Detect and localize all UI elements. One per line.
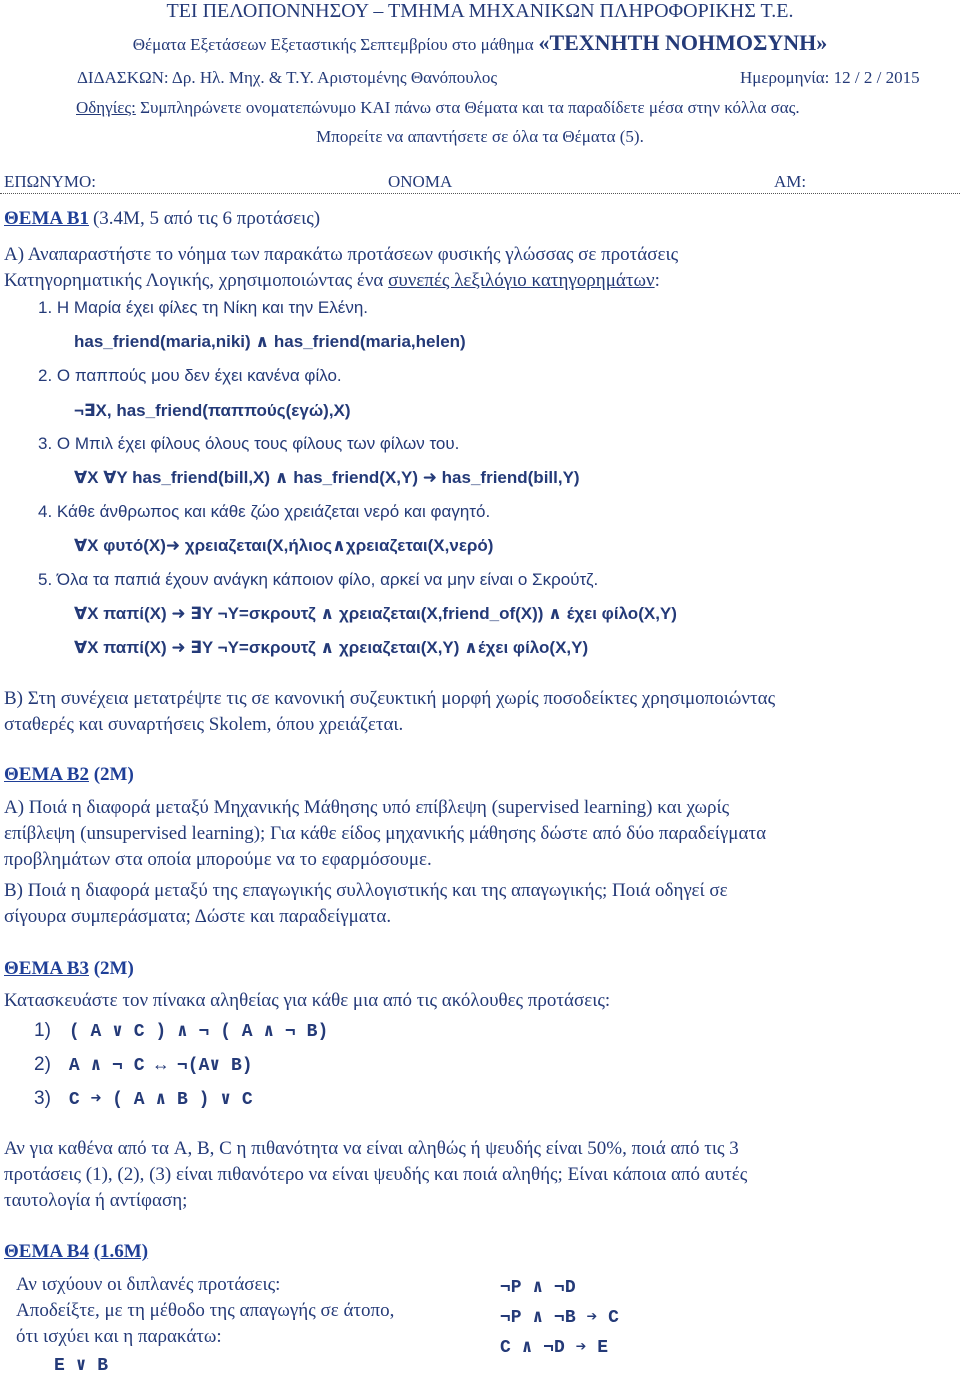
b1-item-3 bbox=[38, 434, 459, 454]
am-label: ΑΜ: bbox=[774, 172, 807, 191]
b3-prop-1-number: 1) bbox=[34, 1020, 51, 1041]
b4-line1: Αν ισχύουν οι διπλανές προτάσεις: bbox=[16, 1274, 281, 1295]
name-label: ΟΝΟΜΑ bbox=[388, 172, 453, 191]
b1-item-5 bbox=[38, 570, 598, 590]
surname-label: ΕΠΩΝΥΜΟ: bbox=[4, 172, 96, 191]
exam-line bbox=[0, 30, 960, 56]
b3-prop-2-expr: A ∧ ¬ C ↔ ¬(A∨ B) bbox=[68, 1056, 253, 1076]
instructions-text: Συμπληρώνετε ονοματεπώνυμο ΚΑΙ πάνω στα Θέματα και τα παραδίδετε μέσα στην κόλλα σας. bbox=[140, 98, 800, 117]
b3-prop-1 bbox=[34, 1020, 328, 1042]
b2-b-line1: Β) Ποιά η διαφορά μεταξύ της επαγωγικής συλλογιστικής και της απαγωγικής; Ποιά οδηγεί σε bbox=[4, 880, 728, 901]
b3-prop-3 bbox=[34, 1088, 253, 1110]
b1-item-3-number: 3. bbox=[38, 434, 53, 453]
b3-question-line1: Αν για καθένα από τα A, B, C η πιθανότητα να είναι αληθώς ή ψευδής είναι 50%, ποιά από τις 3 bbox=[4, 1138, 739, 1159]
b1-item-5-number: 5. bbox=[38, 570, 53, 589]
b1-item-2 bbox=[38, 366, 342, 386]
b1-item-4-formula: ∀X φυτό(X)➜ χρειαζεται(X,ήλιος∧χρειαζεται(X,νερό) bbox=[74, 536, 494, 555]
b1-item-2-formula: ¬∃X, has_friend(παππούς(εγώ),X) bbox=[74, 401, 351, 420]
b1-part-a-post: : bbox=[654, 270, 660, 291]
b2-heading bbox=[4, 764, 134, 786]
b3-prop-2-number: 2) bbox=[34, 1054, 51, 1075]
answer-note: Μπορείτε να απαντήσετε σε όλα τα Θέματα (5). bbox=[316, 127, 644, 146]
b1-part-b-line1: Β) Στη συνέχεια μετατρέψτε τις σε κανονική συζευκτική μορφή χωρίς ποσοδείκτες χρησιμοποιώντας bbox=[4, 688, 776, 709]
b3-prop-2 bbox=[34, 1054, 253, 1076]
instructor: ΔΙΔΑΣΚΩΝ: Δρ. Ηλ. Μηχ. & Τ.Υ. Αριστομένης Θανόπουλος bbox=[77, 68, 498, 87]
b4-premise-1: ¬P ∧ ¬D bbox=[500, 1278, 576, 1298]
course-name: «ΤΕΧΝΗΤΗ ΝΟΗΜΟΣΥΝΗ» bbox=[538, 30, 828, 55]
b1-part-a-pre: Κατηγορηματικής Λογικής, χρησιμοποιώντας ένα bbox=[4, 270, 384, 291]
b1-item-4-number: 4. bbox=[38, 502, 53, 521]
b3-prop-3-number: 3) bbox=[34, 1088, 51, 1109]
b1-part-b-line2: σταθερές και συναρτήσεις Skolem, όπου χρειάζεται. bbox=[4, 714, 404, 735]
b1-item-5-formula-2: ∀X παπί(X) ➜ ∃Y ¬Y=σκρουτζ ∧ χρειαζεται(X,Y) ∧έχει φίλο(X,Y) bbox=[74, 638, 589, 657]
b1-item-1-number: 1. bbox=[38, 298, 53, 317]
b4-points: (1.6Μ) bbox=[93, 1241, 149, 1262]
b2-points: (2Μ) bbox=[93, 764, 134, 785]
b1-item-2-text: Ο παππούς μου δεν έχει κανένα φίλο. bbox=[56, 366, 342, 385]
b3-prop-1-expr: ( A ∨ C ) ∧ ¬ ( A ∧ ¬ B) bbox=[68, 1022, 329, 1042]
b4-line3: ότι ισχύει και η παρακάτω: bbox=[16, 1326, 222, 1347]
b1-item-1 bbox=[38, 298, 368, 318]
b3-question-line2: προτάσεις (1), (2), (3) είναι πιθανότερο να είναι ψευδής και ποιά αληθής; Είναι κάποια από αυτές bbox=[4, 1164, 748, 1185]
b1-heading bbox=[4, 208, 320, 230]
b3-question-line3: ταυτολογία ή αντίφαση; bbox=[4, 1190, 188, 1211]
instructions bbox=[76, 98, 800, 118]
b4-premise-2: ¬P ∧ ¬B ➔ C bbox=[500, 1308, 619, 1328]
b4-heading bbox=[4, 1241, 148, 1263]
b4-premise-3: C ∧ ¬D ➔ E bbox=[500, 1338, 609, 1358]
b1-item-3-text: Ο Μπιλ έχει φίλους όλους τους φίλους των φίλων του. bbox=[56, 434, 460, 453]
b1-part-a-line2 bbox=[4, 270, 660, 292]
b1-item-1-formula: has_friend(maria,niki) ∧ has_friend(maria,helen) bbox=[74, 332, 466, 351]
b1-item-2-number: 2. bbox=[38, 366, 53, 385]
b1-item-4-text: Κάθε άνθρωπος και κάθε ζώο χρειάζεται νερό και φαγητό. bbox=[56, 502, 491, 521]
b1-item-1-text: Η Μαρία έχει φίλες τη Νίκη και την Ελένη. bbox=[56, 298, 369, 317]
b2-a-line3: προβλημάτων στα οποία μπορούμε να το εφαρμόσουμε. bbox=[4, 849, 432, 870]
b3-points: (2Μ) bbox=[93, 958, 134, 979]
exam-date: Ημερομηνία: 12 / 2 / 2015 bbox=[740, 68, 920, 87]
b3-title: ΘΕΜΑ Β3 bbox=[4, 958, 89, 979]
b1-title: ΘΕΜΑ Β1 bbox=[4, 208, 89, 229]
b1-item-4 bbox=[38, 502, 490, 522]
exam-prefix: Θέματα Εξετάσεων Εξεταστικής Σεπτεμβρίου στο μάθημα bbox=[132, 35, 534, 54]
b4-goal: E ∨ B bbox=[54, 1356, 109, 1376]
b1-part-a-underlined: συνεπές λεξιλόγιο κατηγορημάτων bbox=[388, 270, 655, 291]
b3-intro: Κατασκευάστε τον πίνακα αληθείας για κάθε μια από τις ακόλουθες προτάσεις: bbox=[4, 990, 611, 1011]
b1-part-a-line1: Α) Αναπαραστήστε το νόημα των παρακάτω προτάσεων φυσικής γλώσσας σε προτάσεις bbox=[4, 244, 679, 265]
institution-title: ΤΕΙ ΠΕΛΟΠΟΝΝΗΣΟΥ – ΤΜΗΜΑ ΜΗΧΑΝΙΚΩΝ ΠΛΗΡΟΦΟΡΙΚΗΣ Τ.Ε. bbox=[166, 0, 794, 22]
b2-b-line2: σίγουρα συμπεράσματα; Δώστε και παραδείγματα. bbox=[4, 906, 392, 927]
b1-item-5-formula: ∀X παπί(X) ➜ ∃Y ¬Y=σκρουτζ ∧ χρειαζεται(X,friend_of(X)) ∧ έχει φίλο(X,Y) bbox=[74, 604, 677, 623]
instructions-label: Οδηγίες: bbox=[76, 98, 136, 117]
name-fields-dotted-line bbox=[0, 193, 960, 194]
b1-points: (3.4Μ, 5 από τις 6 προτάσεις) bbox=[92, 208, 321, 229]
b2-a-line2: επίβλεψη (unsupervised learning); Για κάθε είδος μηχανικής μάθησης δώστε από δύο παραδείγματα bbox=[4, 823, 767, 844]
b4-line2: Αποδείξτε, με τη μέθοδο της απαγωγής σε άτοπο, bbox=[16, 1300, 395, 1321]
b1-item-3-formula: ∀X ∀Y has_friend(bill,X) ∧ has_friend(X,Y) ➜ has_friend(bill,Y) bbox=[74, 468, 580, 487]
b3-heading bbox=[4, 958, 134, 980]
b3-prop-3-expr: C ➜ ( A ∧ B ) ∨ C bbox=[68, 1090, 253, 1110]
b1-item-5-text: Όλα τα παπιά έχουν ανάγκη κάποιον φίλο, αρκεί να μην είναι ο Σκρούτζ. bbox=[56, 570, 599, 589]
b4-title: ΘΕΜΑ Β4 bbox=[4, 1241, 89, 1262]
b2-title: ΘΕΜΑ Β2 bbox=[4, 764, 89, 785]
b2-a-line1: Α) Ποιά η διαφορά μεταξύ Μηχανικής Μάθησης υπό επίβλεψη (supervised learning) και χωρίς bbox=[4, 797, 730, 818]
